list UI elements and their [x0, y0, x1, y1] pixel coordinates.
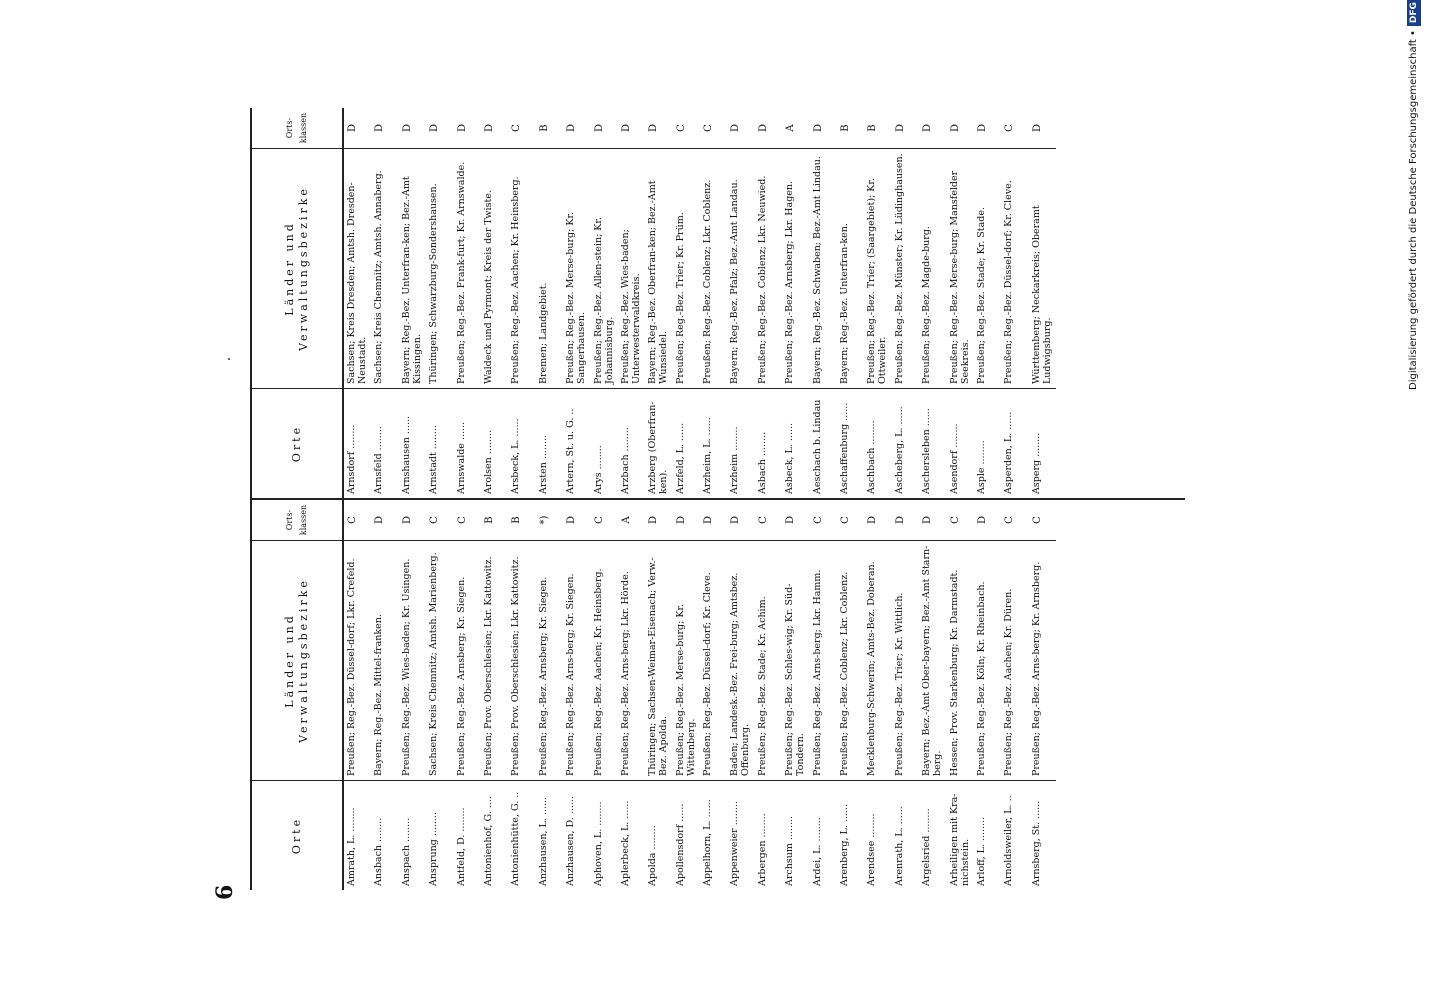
cell-ort: Apollensdorf ...... [673, 780, 700, 890]
cell-land: Bayern; Reg.-Bez. Mittel-franken. [371, 540, 398, 780]
cell-land: Preußen; Reg.-Bez. Allen-stein; Kr. Johannisburg. [591, 148, 618, 388]
cell-land: Preußen; Reg.-Bez. Frank-furt; Kr. Arnswalde. [454, 148, 481, 388]
cell-land: Preußen; Reg.-Bez. Münster; Kr. Lüdinghausen. [892, 148, 919, 388]
cell-land: Preußen; Reg.-Bez. Aachen; Kr. Heinsberg. [591, 540, 618, 780]
cell-klasse: C [840, 516, 852, 524]
cell-land: Bayern; Reg.-Bez. Oberfran-ken; Bez.-Amt Wunsiedel. [645, 148, 672, 388]
header-orte: Orte [252, 780, 342, 890]
cell-klasse: C [1004, 124, 1016, 132]
cell-land: Sachsen; Kreis Dresden; Amtsh. Dresden-Neustadt. [344, 148, 371, 388]
cell-klasse: D [374, 123, 386, 133]
cell-land: Preußen; Reg.-Bez. Düssel-dorf; Kr. Cleve. [700, 540, 727, 780]
cell-klasse: D [347, 123, 358, 133]
table-row [864, 500, 891, 890]
table-row [508, 108, 535, 498]
cell-ort: Artern, St. u. G. .. [563, 388, 590, 498]
table-row [1001, 500, 1028, 890]
table-row [426, 500, 453, 890]
cell-land: Preußen; Reg.-Bez. Arns-berg; Kr. Arnsberg. [1029, 540, 1056, 780]
table-row [481, 500, 508, 890]
cell-klasse: A [620, 516, 632, 524]
cell-land: Preußen; Reg.-Bez. Coblenz; Lkr. Neuwied. [755, 148, 782, 388]
cell-klasse: C [757, 516, 769, 524]
header-klassen: Orts-klassen [285, 504, 308, 536]
cell-ort: Arheiligen mit Kra-nichstein. [947, 780, 974, 890]
cell-land: Preußen; Reg.-Bez. Stade; Kr. Stade. [974, 148, 1001, 388]
cell-ort: Aschbach ........ [864, 388, 891, 498]
table-row [727, 500, 754, 890]
cell-klasse: B [538, 124, 550, 132]
register-table [250, 110, 1185, 890]
cell-ort: Aschaffenburg ...... [837, 388, 864, 498]
cell-land: Preußen; Reg.-Bez. Arns-berg; Lkr. Hörde. [618, 540, 645, 780]
table-row [563, 500, 590, 890]
cell-ort: Ardei, L. ........ [810, 780, 837, 890]
cell-land: Württemberg; Neckarkreis; Oberamt Ludwigsburg. [1029, 148, 1056, 388]
cell-land: Bayern; Reg.-Bez. Unterfran-ken. [837, 148, 864, 388]
table-row [645, 500, 672, 890]
credit-text: Digitalisierung gefördert durch die Deutsche Forschungsgemeinschaft • [1408, 30, 1419, 390]
cell-land: Bremen; Landgebiet. [536, 148, 563, 388]
table-row [426, 108, 453, 498]
cell-land: Preußen; Reg.-Bez. Wies-baden; Unterwesterwaldkreis. [618, 148, 645, 388]
table-row [591, 500, 618, 890]
table-row [344, 108, 371, 498]
cell-klasse: C [429, 516, 441, 524]
cell-ort: Antonienhof, G. .... [481, 780, 508, 890]
cell-klasse: D [894, 515, 906, 525]
table-row [673, 500, 700, 890]
cell-land: Preußen; Reg.-Bez. Trier; Kr. Wittlich. [892, 540, 919, 780]
table-row [536, 500, 563, 890]
cell-ort: Arnstadt ........ [426, 388, 453, 498]
cell-land: Preußen; Reg.-Bez. Trier; Kr. Prüm. [673, 148, 700, 388]
cell-ort: Anspach ........ [399, 780, 426, 890]
cell-ort: Arenberg, L. ...... [837, 780, 864, 890]
cell-land: Preußen; Reg.-Bez. Magde-burg. [919, 148, 946, 388]
header-laender: Länder und Verwaltungsbezirke [252, 540, 342, 780]
table-half-left [250, 498, 1185, 890]
cell-klasse: D [593, 123, 605, 133]
table-row [810, 500, 837, 890]
cell-land: Bayern; Reg.-Bez. Unterfran-ken; Bez.-Amt Kissingen. [399, 148, 426, 388]
cell-ort: Arloff, L. ........ [974, 780, 1001, 890]
table-row [591, 108, 618, 498]
cell-land: Sachsen; Kreis Chemnitz; Amtsh. Annaberg. [371, 148, 398, 388]
cell-land: Preußen; Prov. Oberschlesien; Lkr. Kattowitz. [481, 540, 508, 780]
cell-klasse: B [511, 516, 523, 524]
table-row [810, 108, 837, 498]
cell-ort: Appelhorn, L. ...... [700, 780, 727, 890]
cell-klasse: D [374, 515, 386, 525]
table-row [371, 108, 398, 498]
cell-ort: Aschersleben ...... [919, 388, 946, 498]
cell-klasse: C [812, 516, 824, 524]
table-row [1029, 500, 1056, 890]
page-number: 6 [212, 884, 238, 900]
table-row [399, 500, 426, 890]
dfg-credit [1402, 2, 1426, 390]
cell-land: Preußen; Prov. Oberschlesien; Lkr. Kattowitz. [508, 540, 535, 780]
cell-land: Preußen; Reg.-Bez. Arnsberg; Lkr. Hagen. [782, 148, 809, 388]
cell-land: Bayern; Reg.-Bez. Pfalz; Bez.-Amt Landau. [727, 148, 754, 388]
rotated-page [212, 110, 1185, 900]
table-row [782, 108, 809, 498]
table-half-right [250, 108, 1185, 498]
cell-ort: Arzheim, L. ...... [700, 388, 727, 498]
cell-land: Preußen; Reg.-Bez. Wies-baden; Kr. Usingen. [399, 540, 426, 780]
cell-land: Thüringen; Schwarzburg-Sondershausen. [426, 148, 453, 388]
cell-ort: Arendsee ........ [864, 780, 891, 890]
table-row [755, 108, 782, 498]
table-row [371, 500, 398, 890]
cell-ort: Aplerbeck, L. ...... [618, 780, 645, 890]
cell-land: Preußen; Reg.-Bez. Trier; (Saargebiet); Kr. Ottweiler. [864, 148, 891, 388]
cell-klasse: D [456, 123, 468, 133]
cell-land: Baden; Landesk.-Bez. Frei-burg; Amtsbez. Offenburg. [727, 540, 754, 780]
cell-klasse: B [483, 516, 495, 524]
cell-ort: Ascheberg, L. ...... [892, 388, 919, 498]
cell-ort: Asperden, L. ...... [1001, 388, 1028, 498]
table-row [782, 500, 809, 890]
cell-ort: Arnshausen ...... [399, 388, 426, 498]
cell-klasse: D [949, 123, 961, 133]
cell-land: Hessen; Prov. Starkenburg; Kr. Darmstadt. [947, 540, 974, 780]
cell-ort: Asple ........ [974, 388, 1001, 498]
cell-land: Preußen; Reg.-Bez. Coblenz; Lkr. Coblenz. [837, 540, 864, 780]
cell-klasse: D [703, 515, 715, 525]
cell-klasse: D [566, 123, 578, 133]
cell-land: Sachsen; Kreis Chemnitz; Amtsh. Marienberg. [426, 540, 453, 780]
cell-klasse: C [675, 124, 687, 132]
cell-land: Preußen; Reg.-Bez. Aachen; Kr. Düren. [1001, 540, 1028, 780]
cell-klasse: C [703, 124, 715, 132]
cell-ort: Asendorf ........ [947, 388, 974, 498]
table-row [1001, 108, 1028, 498]
cell-klasse: D [1031, 123, 1043, 133]
cell-klasse: D [648, 123, 660, 133]
cell-land: Preußen; Reg.-Bez. Arnsberg; Kr. Siegen. [536, 540, 563, 780]
cell-ort: Asbach ........ [755, 388, 782, 498]
cell-klasse: C [1004, 516, 1016, 524]
cell-klasse: C [511, 124, 523, 132]
cell-land: Bayern; Reg.-Bez. Schwaben; Bez.-Amt Lindau. [810, 148, 837, 388]
cell-ort: Arsbeck, L. ...... [508, 388, 535, 498]
cell-ort: Arnsfeld ........ [371, 388, 398, 498]
cell-ort: Arys ........ [591, 388, 618, 498]
cell-ort: Arnswalde ...... [454, 388, 481, 498]
table-row [508, 500, 535, 890]
cell-land: Mecklenburg-Schwerin; Amts-Bez. Doberan. [864, 540, 891, 780]
cell-klasse: C [949, 516, 961, 524]
cell-ort: Arnsberg, St. ...... [1029, 780, 1056, 890]
dfg-badge: DFG [1407, 0, 1421, 26]
cell-land: Waldeck und Pyrmont; Kreis der Twiste. [481, 148, 508, 388]
rows-right [344, 108, 1056, 498]
cell-klasse: C [593, 516, 605, 524]
cell-klasse: D [675, 515, 687, 525]
cell-land: Preußen; Reg.-Bez. Schles-wig; Kr. Süd-Tondern. [782, 540, 809, 780]
cell-klasse: C [347, 516, 358, 524]
cell-ort: Anzhausen, D. ...... [563, 780, 590, 890]
table-header [250, 500, 344, 890]
table-row [645, 108, 672, 498]
table-row [399, 108, 426, 498]
cell-ort: Antfeld, D. ........ [454, 780, 481, 890]
cell-ort: Ansprung ........ [426, 780, 453, 890]
cell-land: Thüringen; Sachsen-Weimar-Eisenach; Verw.-Bez. Apolda. [645, 540, 672, 780]
cell-ort: Appenweier ........ [727, 780, 754, 890]
cell-land: Preußen; Reg.-Bez. Aachen; Kr. Heinsberg. [508, 148, 535, 388]
cell-klasse: *) [538, 515, 550, 525]
table-row [919, 108, 946, 498]
cell-land: Bayern; Bez.-Amt Ober-bayern; Bez.-Amt Starn-berg. [919, 540, 946, 780]
table-row [919, 500, 946, 890]
cell-land: Preußen; Reg.-Bez. Düssel-dorf; Kr. Cleve. [1001, 148, 1028, 388]
cell-ort: Arzheim ........ [727, 388, 754, 498]
cell-ort: Apolda ........ [645, 780, 672, 890]
cell-land: Preußen; Reg.-Bez. Arns-berg; Lkr. Hamm. [810, 540, 837, 780]
table-row [618, 500, 645, 890]
table-row [892, 108, 919, 498]
table-row [454, 500, 481, 890]
cell-ort: Arnsdorf ........ [344, 388, 371, 498]
cell-klasse: B [840, 124, 852, 132]
cell-ort: Ansbach ........ [371, 780, 398, 890]
table-row [700, 108, 727, 498]
table-row [673, 108, 700, 498]
table-row [947, 500, 974, 890]
cell-ort: Anzhausen, L. ...... [536, 780, 563, 890]
cell-klasse: D [757, 123, 769, 133]
table-row [1029, 108, 1056, 498]
table-row [727, 108, 754, 498]
cell-land: Preußen; Reg.-Bez. Stade; Kr. Achim. [755, 540, 782, 780]
table-row [837, 500, 864, 890]
cell-ort: Arbergen ........ [755, 780, 782, 890]
table-row [344, 500, 371, 890]
table-row [563, 108, 590, 498]
cell-land: Preußen; Reg.-Bez. Merse-burg; Mansfelder Seekreis. [947, 148, 974, 388]
cell-klasse: D [785, 515, 797, 525]
cell-land: Preußen; Reg.-Bez. Coblenz; Lkr. Coblenz. [700, 148, 727, 388]
cell-klasse: D [401, 123, 413, 133]
header-klassen: Orts-klassen [285, 112, 308, 144]
cell-klasse: D [429, 123, 441, 133]
cell-land: Preußen; Reg.-Bez. Arns-berg; Kr. Siegen. [563, 540, 590, 780]
table-row [892, 500, 919, 890]
cell-ort: Amrath, L. ........ [344, 780, 371, 890]
cell-ort: Arzbach ........ [618, 388, 645, 498]
cell-klasse: D [483, 123, 495, 133]
table-row [837, 108, 864, 498]
cell-ort: Arzberg (Oberfran-ken). [645, 388, 672, 498]
cell-klasse: D [620, 123, 632, 133]
rows-left [344, 500, 1056, 890]
table-row [618, 108, 645, 498]
header-laender: Länder und Verwaltungsbezirke [252, 148, 342, 388]
table-row [700, 500, 727, 890]
cell-land: Preußen; Reg.-Bez. Köln; Kr. Rheinbach. [974, 540, 1001, 780]
cell-klasse: D [730, 515, 742, 525]
cell-ort: Argelsried ........ [919, 780, 946, 890]
cell-klasse: D [976, 515, 988, 525]
header-orte: Orte [252, 388, 342, 498]
table-row [454, 108, 481, 498]
cell-ort: Arolsen ........ [481, 388, 508, 498]
cell-ort: Arnoldsweiler, L. .. [1001, 780, 1028, 890]
cell-klasse: C [1031, 516, 1043, 524]
cell-land: Preußen; Reg.-Bez. Merse-burg; Kr. Wittenberg. [673, 540, 700, 780]
cell-klasse: C [456, 516, 468, 524]
table-header [250, 108, 344, 498]
cell-land: Preußen; Reg.-Bez. Merse-burg; Kr. Sangerhausen. [563, 148, 590, 388]
cell-klasse: D [401, 515, 413, 525]
table-row [481, 108, 508, 498]
table-row [536, 108, 563, 498]
table-row [755, 500, 782, 890]
cell-klasse: D [867, 515, 879, 525]
cell-klasse: D [922, 515, 934, 525]
cell-land: Preußen; Reg.-Bez. Arnsberg; Kr. Siegen. [454, 540, 481, 780]
cell-ort: Arsten ........ [536, 388, 563, 498]
table-row [864, 108, 891, 498]
cell-klasse: D [976, 123, 988, 133]
cell-ort: Archsum ........ [782, 780, 809, 890]
cell-ort: Asbeck, L. ...... [782, 388, 809, 498]
table-row [974, 108, 1001, 498]
cell-klasse: D [894, 123, 906, 133]
cell-ort: Arenrath, L. ...... [892, 780, 919, 890]
cell-ort: Asperg ........ [1029, 388, 1056, 498]
cell-ort: Aeschach b. Lindau [810, 388, 837, 498]
cell-klasse: D [648, 515, 660, 525]
cell-klasse: D [566, 515, 578, 525]
cell-land: Preußen; Reg.-Bez. Düssel-dorf; Lkr. Crefeld. [344, 540, 371, 780]
cell-ort: Arzfeld, L. ...... [673, 388, 700, 498]
speck [228, 358, 230, 360]
cell-klasse: D [922, 123, 934, 133]
cell-ort: Antonienhütte, G. .. [508, 780, 535, 890]
cell-klasse: D [730, 123, 742, 133]
cell-ort: Aphoven, L. ........ [591, 780, 618, 890]
cell-klasse: D [812, 123, 824, 133]
table-row [974, 500, 1001, 890]
cell-klasse: A [785, 124, 797, 132]
cell-klasse: B [867, 124, 879, 132]
table-row [947, 108, 974, 498]
